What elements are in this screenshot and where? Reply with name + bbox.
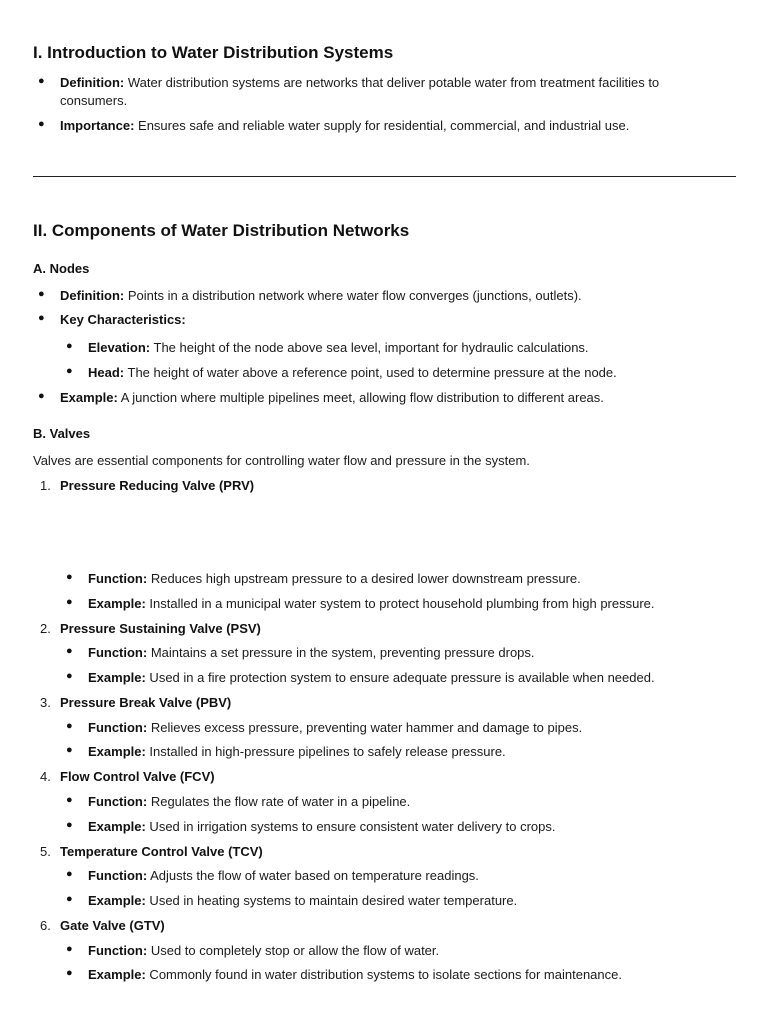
- bullet-icon: ●: [38, 288, 45, 300]
- bullet-icon: ●: [66, 893, 73, 905]
- valve-example: Example: Installed in high-pressure pipelines to safely release pressure.: [88, 744, 506, 759]
- text-importance: Ensures safe and reliable water supply for residential, commercial, and industrial use.: [134, 118, 630, 133]
- valve-name: Pressure Sustaining Valve (PSV): [60, 621, 261, 636]
- valve-number: 5.: [40, 844, 51, 859]
- bullet-icon: ●: [38, 118, 45, 130]
- valve-number: 2.: [40, 621, 51, 636]
- valve-number: 1.: [40, 478, 51, 493]
- valve-number: 6.: [40, 918, 51, 933]
- valve-example: Example: Used in irrigation systems to ensure consistent water delivery to crops.: [88, 819, 556, 834]
- valve-function: Function: Regulates the flow rate of water in a pipeline.: [88, 794, 411, 809]
- bullet-icon: ●: [38, 390, 45, 402]
- text-node-definition: Points in a distribution network where water flow converges (junctions, outlets).: [124, 288, 582, 303]
- valve-example: Example: Installed in a municipal water system to protect household plumbing from high pressure.: [88, 596, 655, 611]
- label-elevation: Elevation:: [88, 340, 151, 355]
- bullet-icon: ●: [66, 365, 73, 377]
- bullet-icon: ●: [66, 340, 73, 352]
- valve-number: 4.: [40, 769, 51, 784]
- label-node-definition: Definition:: [60, 288, 125, 303]
- text-node-example: A junction where multiple pipelines meet, allowing flow distribution to different areas.: [117, 390, 604, 405]
- section-1-title: I. Introduction to Water Distribution Systems: [33, 43, 394, 62]
- bullet-icon: ●: [66, 868, 73, 880]
- text-definition: Water distribution systems are networks that deliver potable water from treatment facilities to consumers.: [60, 75, 660, 108]
- bullet-icon: ●: [66, 571, 73, 583]
- bullet-icon: ●: [66, 819, 73, 831]
- valve-name: Flow Control Valve (FCV): [60, 769, 215, 784]
- valve-function: Function: Used to completely stop or allow the flow of water.: [88, 943, 440, 958]
- valve-name: Gate Valve (GTV): [60, 918, 165, 933]
- subsection-nodes-heading: A. Nodes: [33, 261, 90, 276]
- valve-name: Temperature Control Valve (TCV): [60, 844, 263, 859]
- bullet-icon: ●: [38, 312, 45, 324]
- label-importance: Importance:: [60, 118, 135, 133]
- list-item-elevation: [88, 339, 589, 357]
- list-item-head: [88, 364, 617, 382]
- bullet-icon: ●: [66, 596, 73, 608]
- subsection-valves-heading: B. Valves: [33, 426, 91, 441]
- valve-number: 3.: [40, 695, 51, 710]
- valve-name: Pressure Reducing Valve (PRV): [60, 478, 255, 493]
- bullet-icon: ●: [66, 720, 73, 732]
- list-item-definition: [60, 74, 710, 110]
- valve-example: Example: Used in a fire protection system to ensure adequate pressure is available when needed.: [88, 670, 655, 685]
- valve-function: Function: Maintains a set pressure in the system, preventing pressure drops.: [88, 645, 535, 660]
- bullet-icon: ●: [66, 645, 73, 657]
- bullet-icon: ●: [66, 744, 73, 756]
- valve-example: Example: Commonly found in water distribution systems to isolate sections for maintenance.: [88, 967, 622, 982]
- bullet-icon: ●: [66, 670, 73, 682]
- section-divider: [33, 176, 736, 177]
- list-item-importance: [60, 117, 629, 135]
- text-head: The height of water above a reference point, used to determine pressure at the node.: [124, 365, 617, 380]
- list-item-node-example: [60, 389, 604, 407]
- valve-name: Pressure Break Valve (PBV): [60, 695, 232, 710]
- valve-example: Example: Used in heating systems to maintain desired water temperature.: [88, 893, 518, 908]
- bullet-icon: ●: [38, 75, 45, 87]
- label-definition: Definition:: [60, 75, 125, 90]
- valve-function: Function: Adjusts the flow of water based on temperature readings.: [88, 868, 479, 883]
- label-head: Head:: [88, 365, 125, 380]
- bullet-icon: ●: [66, 794, 73, 806]
- list-item-key-characteristics: [60, 311, 186, 329]
- label-node-example: Example:: [60, 390, 118, 405]
- label-key-characteristics: Key Characteristics:: [60, 312, 186, 327]
- valve-function: Function: Relieves excess pressure, preventing water hammer and damage to pipes.: [88, 720, 583, 735]
- bullet-icon: ●: [66, 967, 73, 979]
- valve-function: Function: Reduces high upstream pressure to a desired lower downstream pressure.: [88, 571, 581, 586]
- valves-intro: Valves are essential components for controlling water flow and pressure in the system.: [33, 453, 530, 468]
- text-elevation: The height of the node above sea level, important for hydraulic calculations.: [150, 340, 589, 355]
- list-item-node-definition: [60, 287, 582, 305]
- bullet-icon: ●: [66, 943, 73, 955]
- section-2-title: II. Components of Water Distribution Networks: [33, 221, 410, 240]
